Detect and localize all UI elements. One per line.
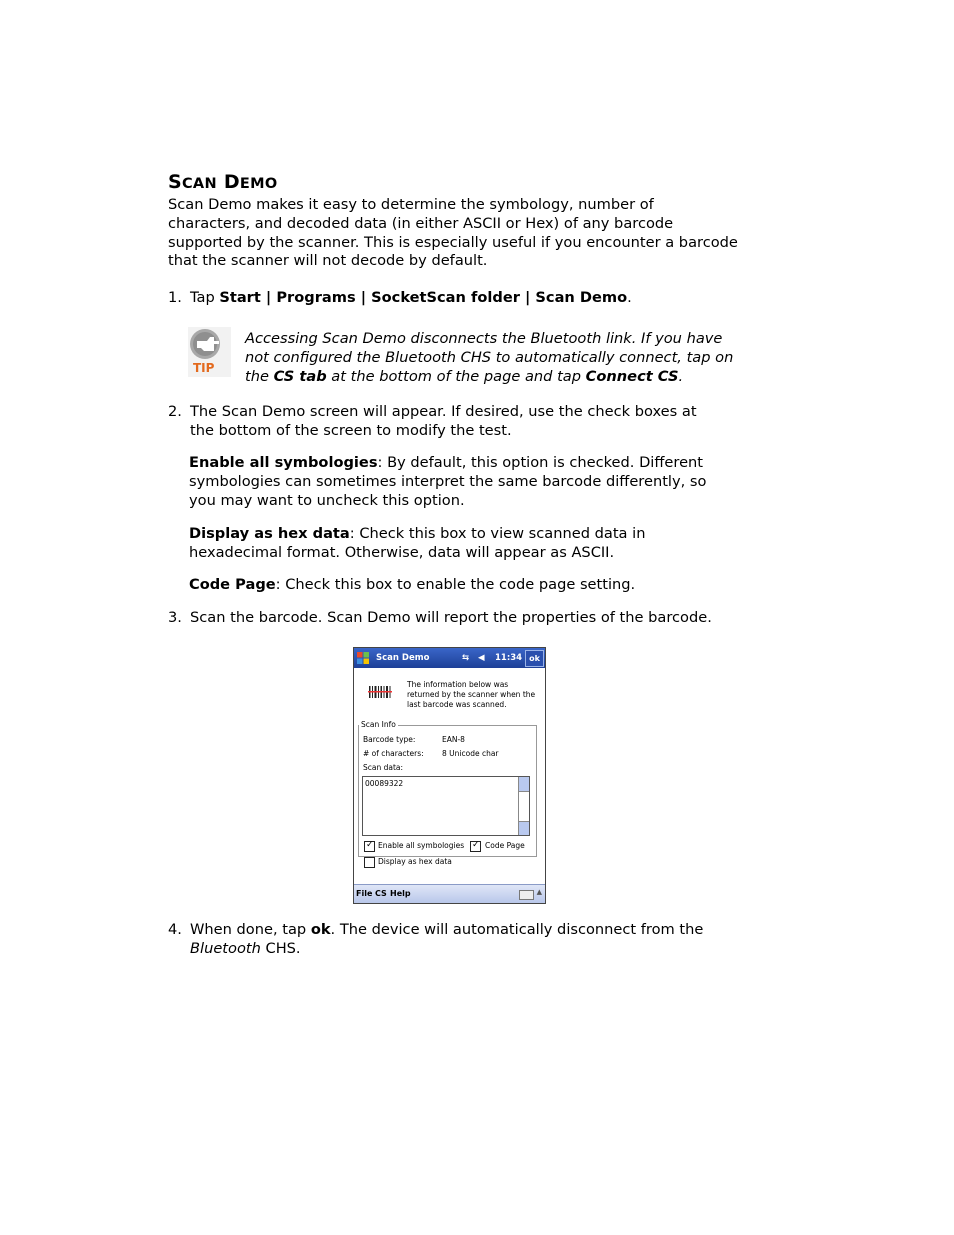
code-page-checkbox[interactable] — [470, 841, 481, 852]
enable-all-label[interactable]: Enable all symbologies — [378, 841, 465, 850]
hex-checkbox[interactable] — [364, 857, 375, 868]
caret-up-icon[interactable]: ▲ — [536, 888, 542, 896]
barcode-icon — [368, 685, 392, 699]
info-text: The information below was returned by the scanner when the last barcode was scanned. — [407, 680, 536, 709]
tip-icon — [188, 327, 231, 377]
barcode-type-value: EAN-8 — [442, 735, 465, 744]
volume-icon[interactable]: ◀ — [478, 653, 485, 663]
hex-label[interactable]: Display as hex data — [378, 857, 452, 866]
option-hex: Display as hex data: Check this box to view scanned data in hexadecimal format. Otherwise, data will appear as ASCII. — [189, 525, 646, 561]
step-number: 4. — [168, 921, 182, 938]
ok-ref: ok — [310, 921, 331, 938]
heading-letter: D — [223, 171, 240, 193]
section-heading — [168, 171, 277, 193]
scroll-up-icon[interactable] — [519, 777, 529, 792]
step-3 — [168, 609, 728, 628]
code-page-label[interactable]: Code Page — [485, 841, 525, 850]
step-number: 3. — [168, 609, 182, 626]
menu-file[interactable]: File — [356, 889, 373, 898]
step-number: 2. — [168, 403, 182, 420]
tip-text: Accessing Scan Demo disconnects the Bluetooth link. If you have not configured the Bluetooth CHS to automatically connect, tap on the CS tab at the bottom of the page and tap Connect CS. — [245, 330, 734, 385]
cs-tab-ref: CS tab — [273, 367, 327, 385]
windows-logo-icon[interactable] — [357, 652, 369, 664]
option-codepage: Code Page: Check this box to enable the code page setting. — [189, 576, 636, 593]
step-3-text: Scan the barcode. Scan Demo will report the properties of the barcode. — [190, 609, 712, 626]
enable-all-checkbox[interactable] — [364, 841, 375, 852]
num-chars-label: # of characters: — [363, 749, 424, 758]
intro-paragraph: Scan Demo makes it easy to determine the symbology, number of characters, and decoded data (in either ASCII or Hex) of any barcode supported by the scanner. This is especially useful if you encounter a barcode that the scanner will not decode by default. — [168, 196, 738, 270]
scan-data-field[interactable] — [362, 776, 530, 836]
heading-smallcaps: EMO — [239, 176, 278, 192]
tip-label: TIP — [193, 361, 215, 375]
keyboard-icon[interactable] — [519, 890, 534, 900]
scan-data-label: Scan data: — [363, 763, 404, 772]
step-number: 1. — [168, 289, 182, 306]
connect-cs-ref: Connect CS — [585, 367, 679, 385]
heading-letter: S — [168, 171, 182, 193]
scan-demo-screenshot — [353, 647, 546, 904]
num-chars-value: 8 Unicode char — [442, 749, 499, 758]
step-1-text: Tap Start | Programs | SocketScan folder | Scan Demo. — [190, 289, 632, 306]
step-4 — [168, 921, 728, 959]
menu-help[interactable]: Help — [390, 889, 411, 898]
menu-bar — [354, 884, 545, 903]
scroll-down-icon[interactable] — [519, 821, 529, 835]
title-bar — [354, 648, 545, 668]
connectivity-icon[interactable]: ⇆ — [462, 653, 470, 663]
ok-button[interactable]: ok — [525, 650, 544, 667]
step-1 — [168, 289, 728, 308]
clock[interactable]: 11:34 — [495, 653, 523, 663]
step-2 — [168, 403, 728, 441]
scrollbar[interactable] — [518, 777, 529, 835]
checkmark-icon: ✓ — [472, 840, 480, 850]
barcode-type-label: Barcode type: — [363, 735, 416, 744]
group-label: Scan Info — [361, 720, 396, 729]
app-title: Scan Demo — [376, 653, 430, 663]
heading-smallcaps: CAN — [181, 176, 217, 192]
menu-cs[interactable]: CS — [375, 889, 387, 898]
scan-data-value: 00089322 — [365, 779, 404, 788]
option-enable-all: Enable all symbologies: By default, this option is checked. Different symbologies can sometimes interpret the same barcode differently, so you may want to uncheck this option. — [189, 454, 707, 509]
step-4-text: When done, tap ok. The device will automatically disconnect from the Bluetooth CHS. — [190, 921, 704, 957]
menu-path: Start | Programs | SocketScan folder | Scan Demo — [219, 289, 628, 306]
checkmark-icon: ✓ — [366, 840, 374, 850]
step-2-text: The Scan Demo screen will appear. If desired, use the check boxes at the bottom of the screen to modify the test. — [190, 403, 697, 439]
